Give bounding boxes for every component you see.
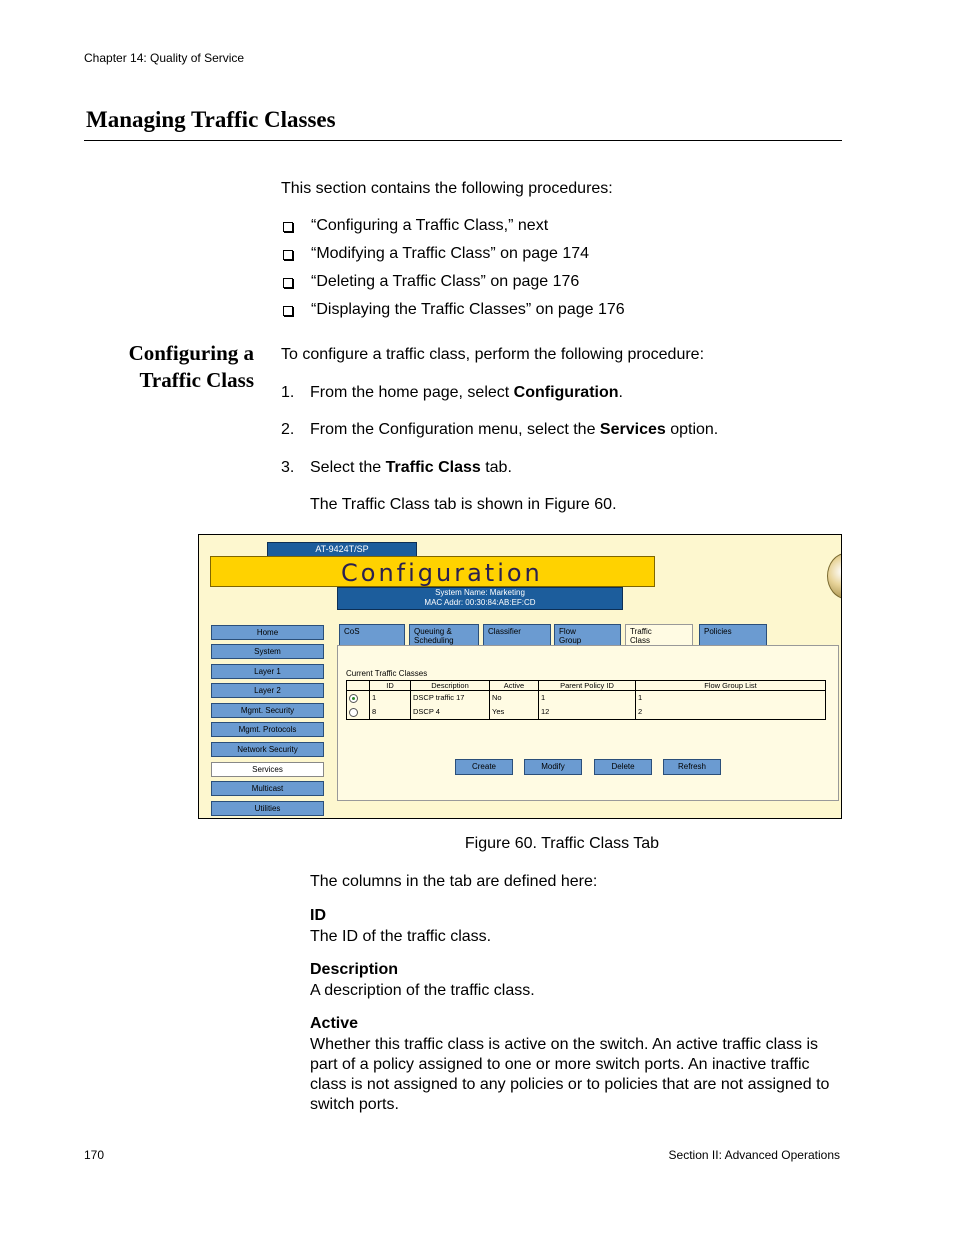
table-row: 8 DSCP 4 Yes 12 2 xyxy=(347,705,826,720)
table-label: Current Traffic Classes xyxy=(346,669,428,678)
intro-text: This section contains the following procedures: xyxy=(281,180,613,197)
nav-mgmt-protocols[interactable]: Mgmt. Protocols xyxy=(211,722,324,737)
figure-caption: Figure 60. Traffic Class Tab xyxy=(464,835,660,852)
nav-services[interactable]: Services xyxy=(211,762,324,777)
radio-icon[interactable] xyxy=(349,708,358,717)
term-id: ID xyxy=(310,907,326,924)
procedure-intro: To configure a traffic class, perform the following procedure: xyxy=(281,346,705,363)
definition-id: The ID of the traffic class. xyxy=(310,928,492,945)
tab-cos[interactable]: CoS xyxy=(339,624,405,645)
nav-home[interactable]: Home xyxy=(211,625,324,640)
checkbox-bullet-icon xyxy=(283,250,293,260)
list-item: “Displaying the Traffic Classes” on page 176 xyxy=(281,300,625,328)
checkbox-bullet-icon xyxy=(283,222,293,232)
checkbox-bullet-icon xyxy=(283,278,293,288)
col-parent-policy: Parent Policy ID xyxy=(539,681,636,691)
checkbox-bullet-icon xyxy=(283,306,293,316)
tab-queuing-scheduling[interactable]: Queuing & Scheduling xyxy=(409,624,479,645)
create-button[interactable]: Create xyxy=(455,759,513,775)
running-footer: Section II: Advanced Operations xyxy=(668,1148,840,1162)
term-description: Description xyxy=(310,961,399,978)
model-label: AT-9424T/SP xyxy=(267,542,417,557)
procedure-list xyxy=(281,216,625,328)
tab-traffic-class[interactable]: Traffic Class xyxy=(625,624,693,647)
tab-policies[interactable]: Policies xyxy=(699,624,767,645)
step: 3. Select the Traffic Class tab. xyxy=(281,459,512,476)
step: 2. From the Configuration menu, select the Services option. xyxy=(281,421,719,438)
refresh-button[interactable]: Refresh xyxy=(663,759,721,775)
tab-classifier[interactable]: Classifier xyxy=(483,624,551,645)
list-item: “Modifying a Traffic Class” on page 174 xyxy=(281,244,625,272)
col-flow-group-list: Flow Group List xyxy=(636,681,826,691)
nav-layer1[interactable]: Layer 1 xyxy=(211,664,324,679)
figure-reference: The Traffic Class tab is shown in Figure 60. xyxy=(310,496,617,513)
traffic-class-figure xyxy=(198,534,842,819)
traffic-class-panel xyxy=(337,645,839,801)
list-item: “Configuring a Traffic Class,” next xyxy=(281,216,625,244)
list-item: “Deleting a Traffic Class” on page 176 xyxy=(281,272,625,300)
nav-mgmt-security[interactable]: Mgmt. Security xyxy=(211,703,324,718)
title-rule xyxy=(84,140,842,141)
modify-button[interactable]: Modify xyxy=(524,759,582,775)
system-info: System Name: Marketing MAC Addr: 00:30:84:AB:EF:CD xyxy=(337,587,623,610)
step: 1. From the home page, select Configuration. xyxy=(281,384,623,401)
tab-flow-group[interactable]: Flow Group xyxy=(554,624,621,645)
traffic-class-table xyxy=(346,680,826,720)
columns-intro: The columns in the tab are defined here: xyxy=(310,873,598,890)
delete-button[interactable]: Delete xyxy=(594,759,652,775)
nav-system[interactable]: System xyxy=(211,644,324,659)
col-id: ID xyxy=(370,681,411,691)
radio-icon[interactable] xyxy=(349,694,358,703)
section-heading: Configuring a Traffic Class xyxy=(128,341,254,392)
globe-logo-icon xyxy=(827,553,842,599)
nav-multicast[interactable]: Multicast xyxy=(211,781,324,796)
definition-active: Whether this traffic class is active on the switch. An active traffic class is part of a policy assigned to one or more switch ports. An inactive traffic class is not assigned to any policies or to policies that are not assigned to switch ports. xyxy=(310,1036,830,1113)
col-active: Active xyxy=(490,681,539,691)
configuration-banner: Configuration xyxy=(210,556,655,587)
running-header: Chapter 14: Quality of Service xyxy=(84,51,245,65)
nav-utilities[interactable]: Utilities xyxy=(211,801,324,816)
term-active: Active xyxy=(310,1015,359,1032)
nav-layer2[interactable]: Layer 2 xyxy=(211,683,324,698)
nav-network-security[interactable]: Network Security xyxy=(211,742,324,757)
page-number: 170 xyxy=(84,1148,105,1162)
table-row: 1 DSCP traffic 17 No 1 1 xyxy=(347,691,826,706)
page-title: Managing Traffic Classes xyxy=(86,107,336,132)
col-description: Description xyxy=(411,681,490,691)
definition-description: A description of the traffic class. xyxy=(310,982,535,999)
